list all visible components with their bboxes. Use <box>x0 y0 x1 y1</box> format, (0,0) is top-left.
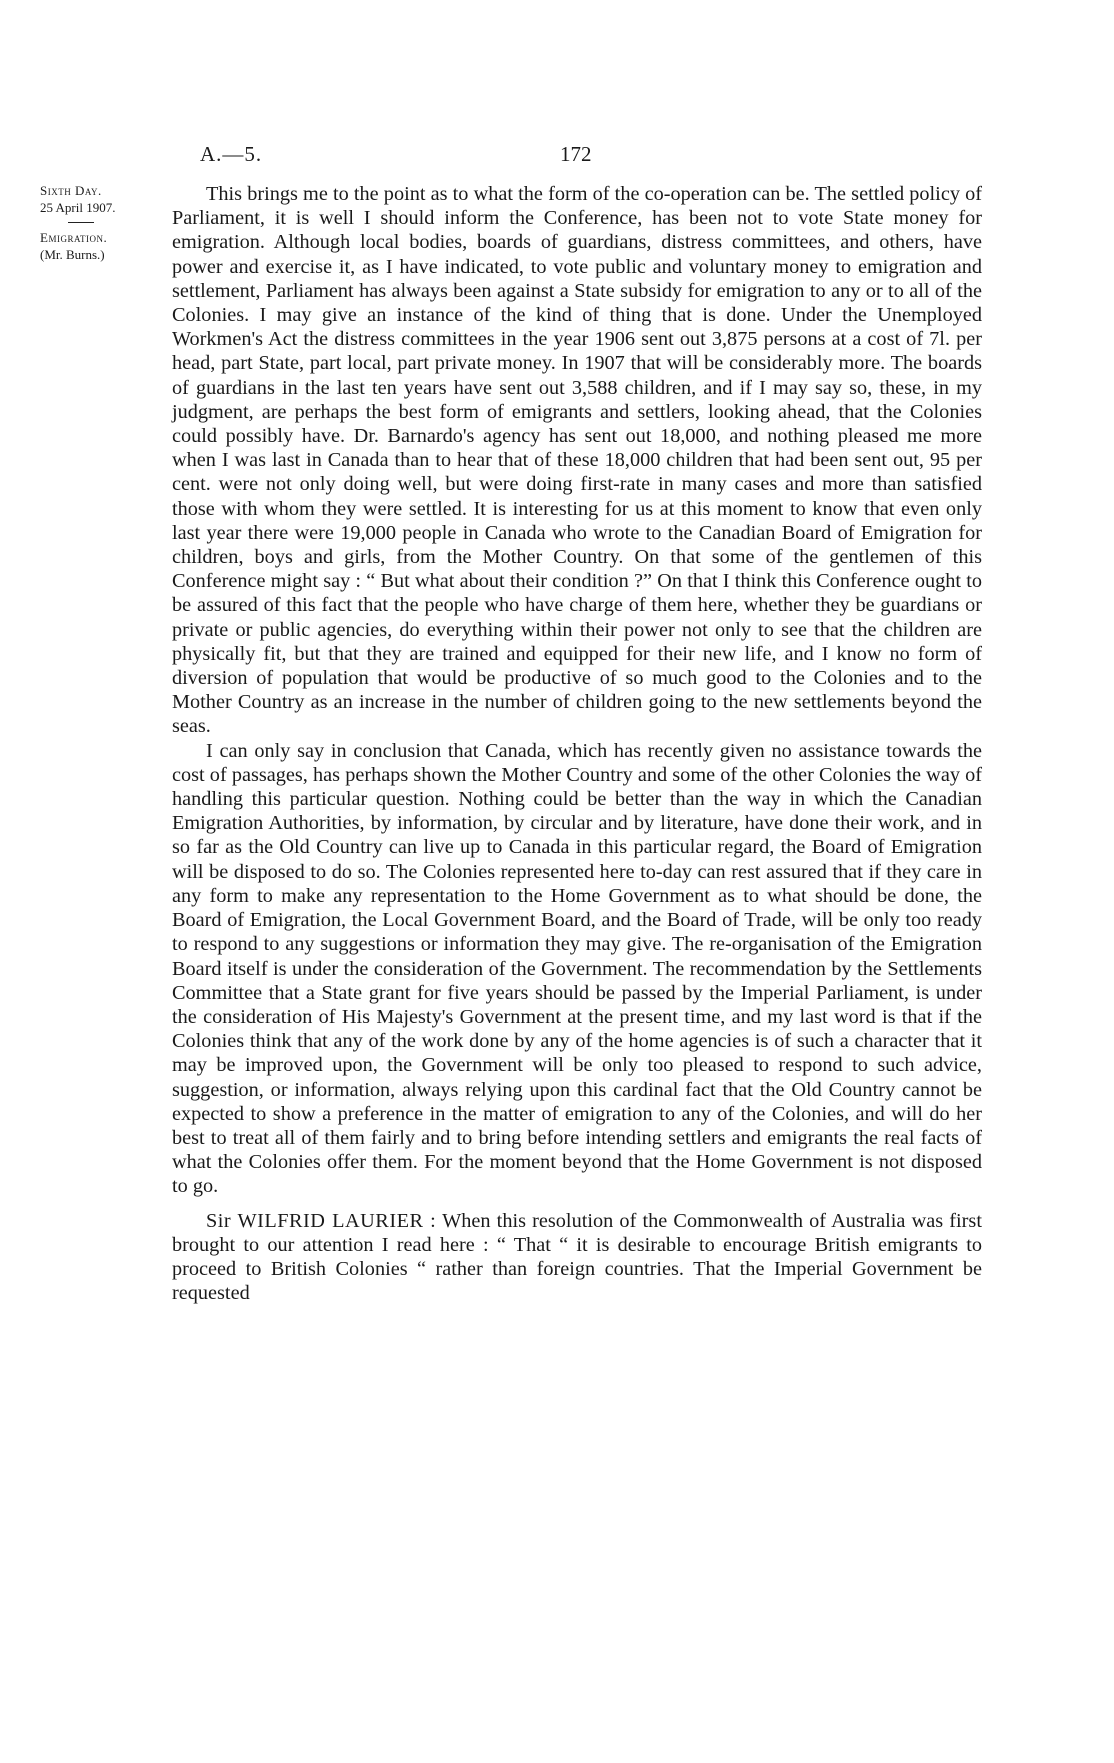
document-reference: A.—5. <box>200 142 263 166</box>
body-text <box>172 182 982 1305</box>
margin-note <box>40 182 168 263</box>
paragraph-cooperation: This brings me to the point as to what the form of the co-operation can be. The settled policy of Parliament, it is well I should inform the Conference, has been not to vote State money for emigration. Although local bodies, boards of guardians, distress committees, and others, have power and exercise it, as I have indicated, to vote public and voluntary money to emigration and settlement, Parliament has always been against a State subsidy for emigration to any or to all of the Colonies. I may give an instance of the kind of thing that is done. Under the Unemployed Workmen's Act the distress committees in the year 1906 sent out 3,875 persons at a cost of 7l. per head, part State, part local, part private money. In 1907 that will be considerably more. The boards of guardians in the last ten years have sent out 3,588 children, and if I may say so, these, in my judgment, are perhaps the best form of emigrants and settlers, looking ahead, that the Colonies could possibly have. Dr. Barnardo's agency has sent out 18,000, and nothing pleased me more when I was last in Canada than to hear that of these 18,000 children that had been sent out, 95 per cent. were not only doing well, but were doing first-rate in many cases and more than satisfied those with whom they were settled. It is interesting for us at this moment to know that even only last year there were 19,000 people in Canada who wrote to the Canadian Board of Emigration for children, boys and girls, from the Mother Country. On that some of the gentlemen of this Conference might say : “ But what about their condition ?” On that I think this Conference ought to be assured of this fact that the people who have charge of them here, whether they be guardians or private or public agencies, do everything within their power not only to see that the children are physically fit, but that they are trained and equipped for their new life, and I know no form of diversion of population that would be productive of so much good to the Colonies and to the Mother Country as an increase in the number of children going to the new settlements beyond the seas. <box>172 183 982 738</box>
margin-note-day: Sixth Day. <box>40 183 102 198</box>
page-number: 172 <box>560 142 592 166</box>
margin-note-subject: Emigration. <box>40 230 108 245</box>
paragraph-conclusion: I can only say in conclusion that Canada, which has recently given no assistance towards the cost of passages, has perhaps shown the Mother Country and some of the other Colonies the way of handling this particular question. Nothing could be better than the way in which the Canadian Emigration Authorities, by information, by circular and by literature, have done their work, and in so far as the Old Country can live up to Canada in this particular regard, the Board of Emigration will be disposed to do so. The Colonies represented here to-day can rest assured that if they care in any form to make any representation to the Home Government as to what should be done, the Board of Emigration, the Local Government Board, and the Board of Trade, will be only too ready to respond to any suggestions or information they may give. The re-organisation of the Emigration Board itself is under the consideration of the Government. The recommendation by the Settlements Committee that a State grant for five years should be passed by the Imperial Parliament, is under the consideration of His Majesty's Government at the present time, and my last word is that if the Colonies think that any of the work done by any of the home agencies is of such a character that it may be improved upon, the Government will be only too pleased to respond to such advice, suggestion, or information, always relying upon this cardinal fact that the Old Country cannot be expected to show a preference in the matter of emigration to any of the Colonies, and will do her best to treat all of them fairly and to bring before intending settlers and emigrants the real facts of what the Colonies offer them. For the moment beyond that the Home Government is not disposed to go. <box>172 739 982 1198</box>
margin-note-date: 25 April 1907. <box>40 200 116 215</box>
speaker-name: Sir WILFRID LAURIER : <box>206 1209 437 1232</box>
speech-text: When this resolution of the Commonwealth of Australia was first brought to our attention I read here : “ That “ it is desirable to encourage British emigrants to proceed to British Colonies “ rather than foreign countries. That the Imperial Government be requested <box>172 1209 982 1305</box>
margin-note-speaker: (Mr. Burns.) <box>40 247 105 262</box>
page-header <box>200 138 980 170</box>
margin-note-divider <box>68 222 94 223</box>
paragraph-laurier-speech <box>172 1209 982 1306</box>
